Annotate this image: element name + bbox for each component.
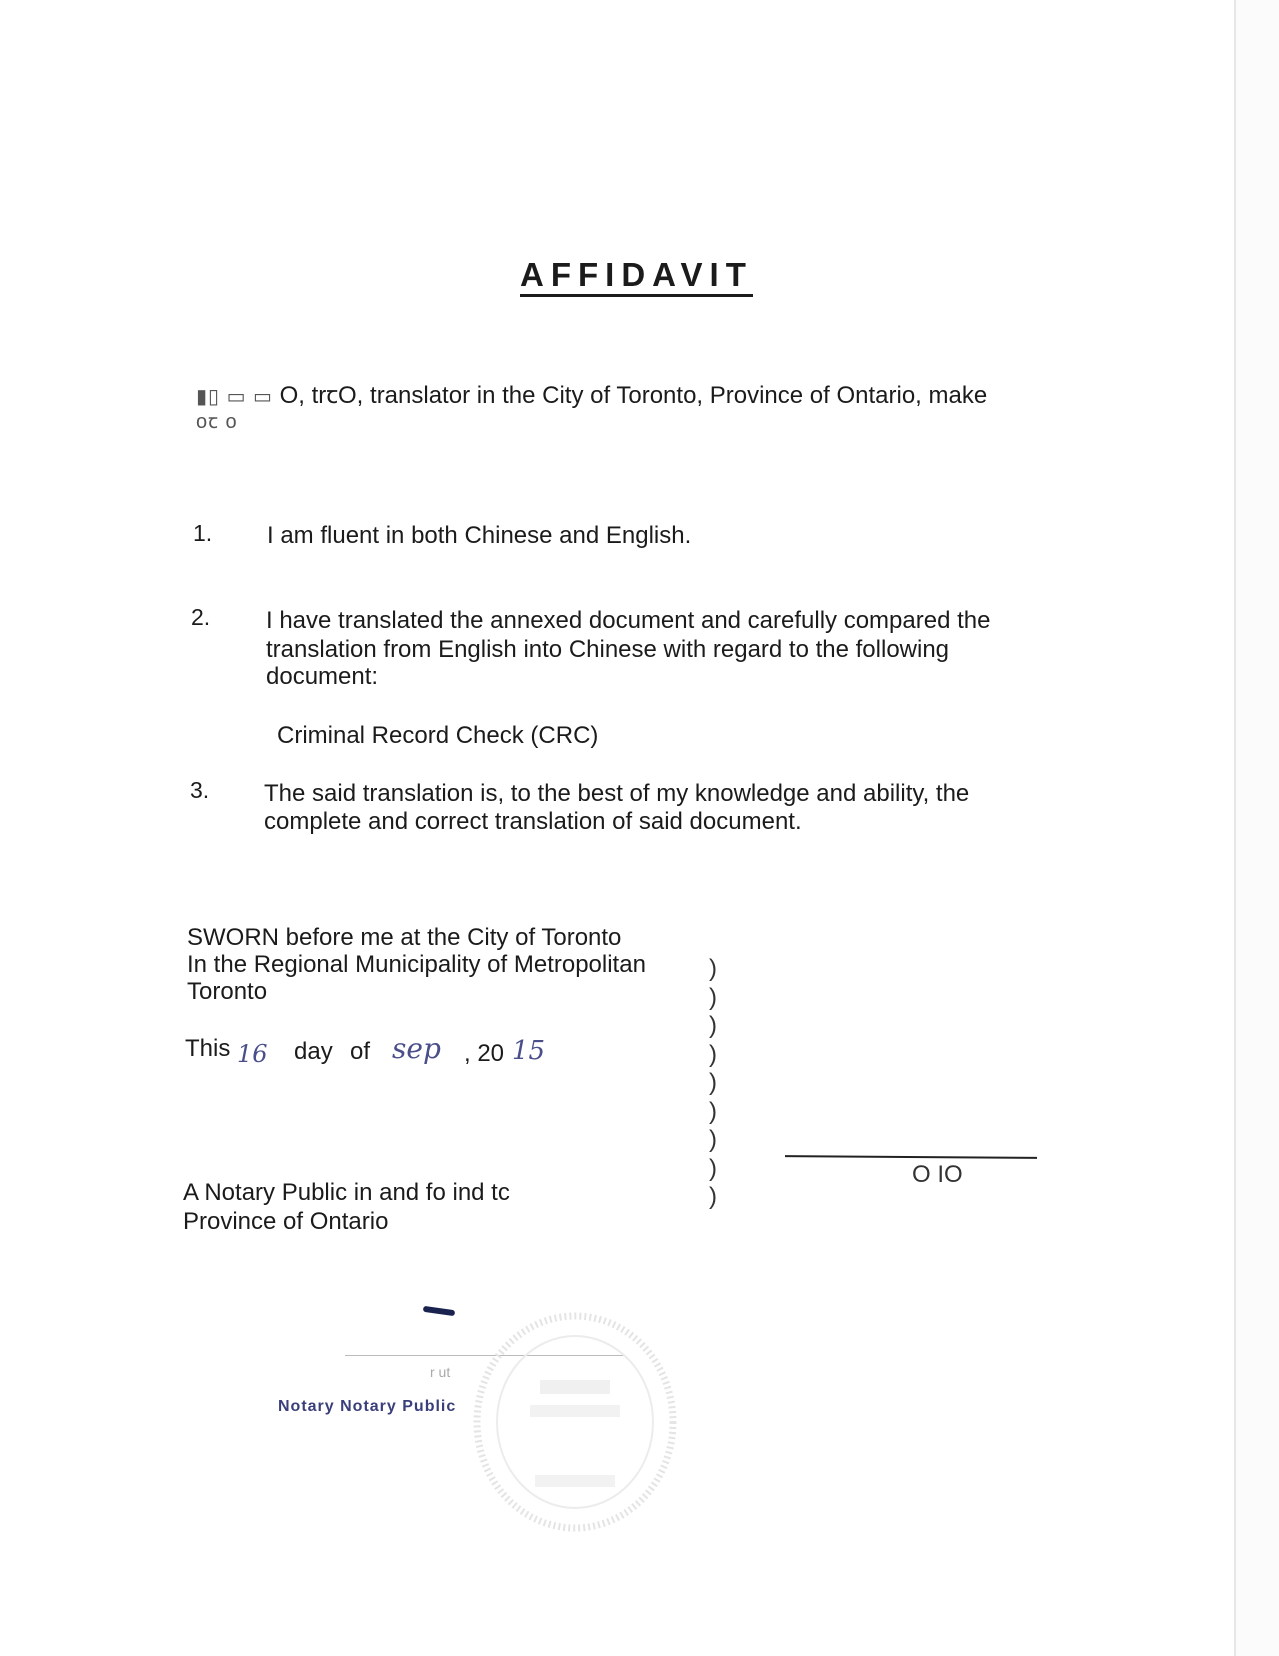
notary-stamp-subtext: r ut: [430, 1364, 451, 1380]
redacted-name: ▮▯ ▭ ▭: [196, 386, 273, 408]
bracket: ): [709, 1040, 717, 1068]
intro-line-1-text: O, trꞇO, translator in the City of Toronto, Province of Ontario, make: [279, 382, 988, 409]
intro-line-1: [196, 382, 987, 411]
bracket: ): [709, 955, 717, 982]
item-2-number: 2.: [191, 604, 211, 630]
bracket: ): [709, 1012, 717, 1039]
notary-stamp-text: Notary Notary Public: [278, 1398, 457, 1415]
notary-line-1: A Notary Public in and fo ind tc: [183, 1179, 510, 1206]
intro-line-2-redacted: oꞇ o: [196, 411, 238, 433]
bracket-column: [709, 955, 717, 1212]
handwritten-day: 16: [237, 1040, 268, 1068]
item-2-line-1: I have translated the annexed document and carefully compared the: [266, 607, 991, 634]
date-this-label: This: [185, 1035, 231, 1062]
bracket: ): [709, 1069, 717, 1096]
document-name: Criminal Record Check (CRC): [277, 722, 599, 749]
item-2-line-2: translation from English into Chinese with regard to the following: [266, 636, 950, 663]
date-day-label: day: [294, 1038, 333, 1065]
bracket: ): [709, 1183, 717, 1210]
handwritten-year: 15: [512, 1036, 546, 1066]
date-of-label: of: [350, 1038, 371, 1065]
document-title: AFFIDAVIT: [520, 256, 753, 297]
notary-line-2: Province of Ontario: [183, 1208, 389, 1235]
bracket: ): [709, 1154, 717, 1182]
item-3-number: 3.: [190, 777, 210, 803]
pen-mark: [423, 1306, 456, 1316]
item-1-number: 1.: [193, 520, 213, 546]
item-3-line-2: complete and correct translation of said document.: [264, 808, 802, 835]
bracket: ): [709, 1097, 717, 1125]
sworn-line-2: In the Regional Municipality of Metropolitan: [187, 951, 646, 978]
signature-name: O IO: [912, 1161, 963, 1188]
item-2-line-3: document:: [266, 663, 379, 690]
item-1-line-1: I am fluent in both Chinese and English.: [267, 522, 692, 549]
sworn-line-3: Toronto: [187, 978, 268, 1005]
bracket: ): [709, 983, 717, 1011]
bracket: ): [709, 1126, 717, 1153]
scan-edge-shade: [1236, 0, 1279, 1656]
handwritten-month: sep: [392, 1032, 441, 1065]
item-3-line-1: The said translation is, to the best of my knowledge and ability, the: [264, 780, 970, 807]
sworn-line-1: SWORN before me at the City of Toronto: [187, 924, 622, 951]
signature-line: [785, 1155, 1037, 1159]
scan-edge-line: [1234, 0, 1236, 1656]
date-year-prefix: , 20: [464, 1040, 505, 1067]
notary-seal-icon: [470, 1310, 680, 1535]
